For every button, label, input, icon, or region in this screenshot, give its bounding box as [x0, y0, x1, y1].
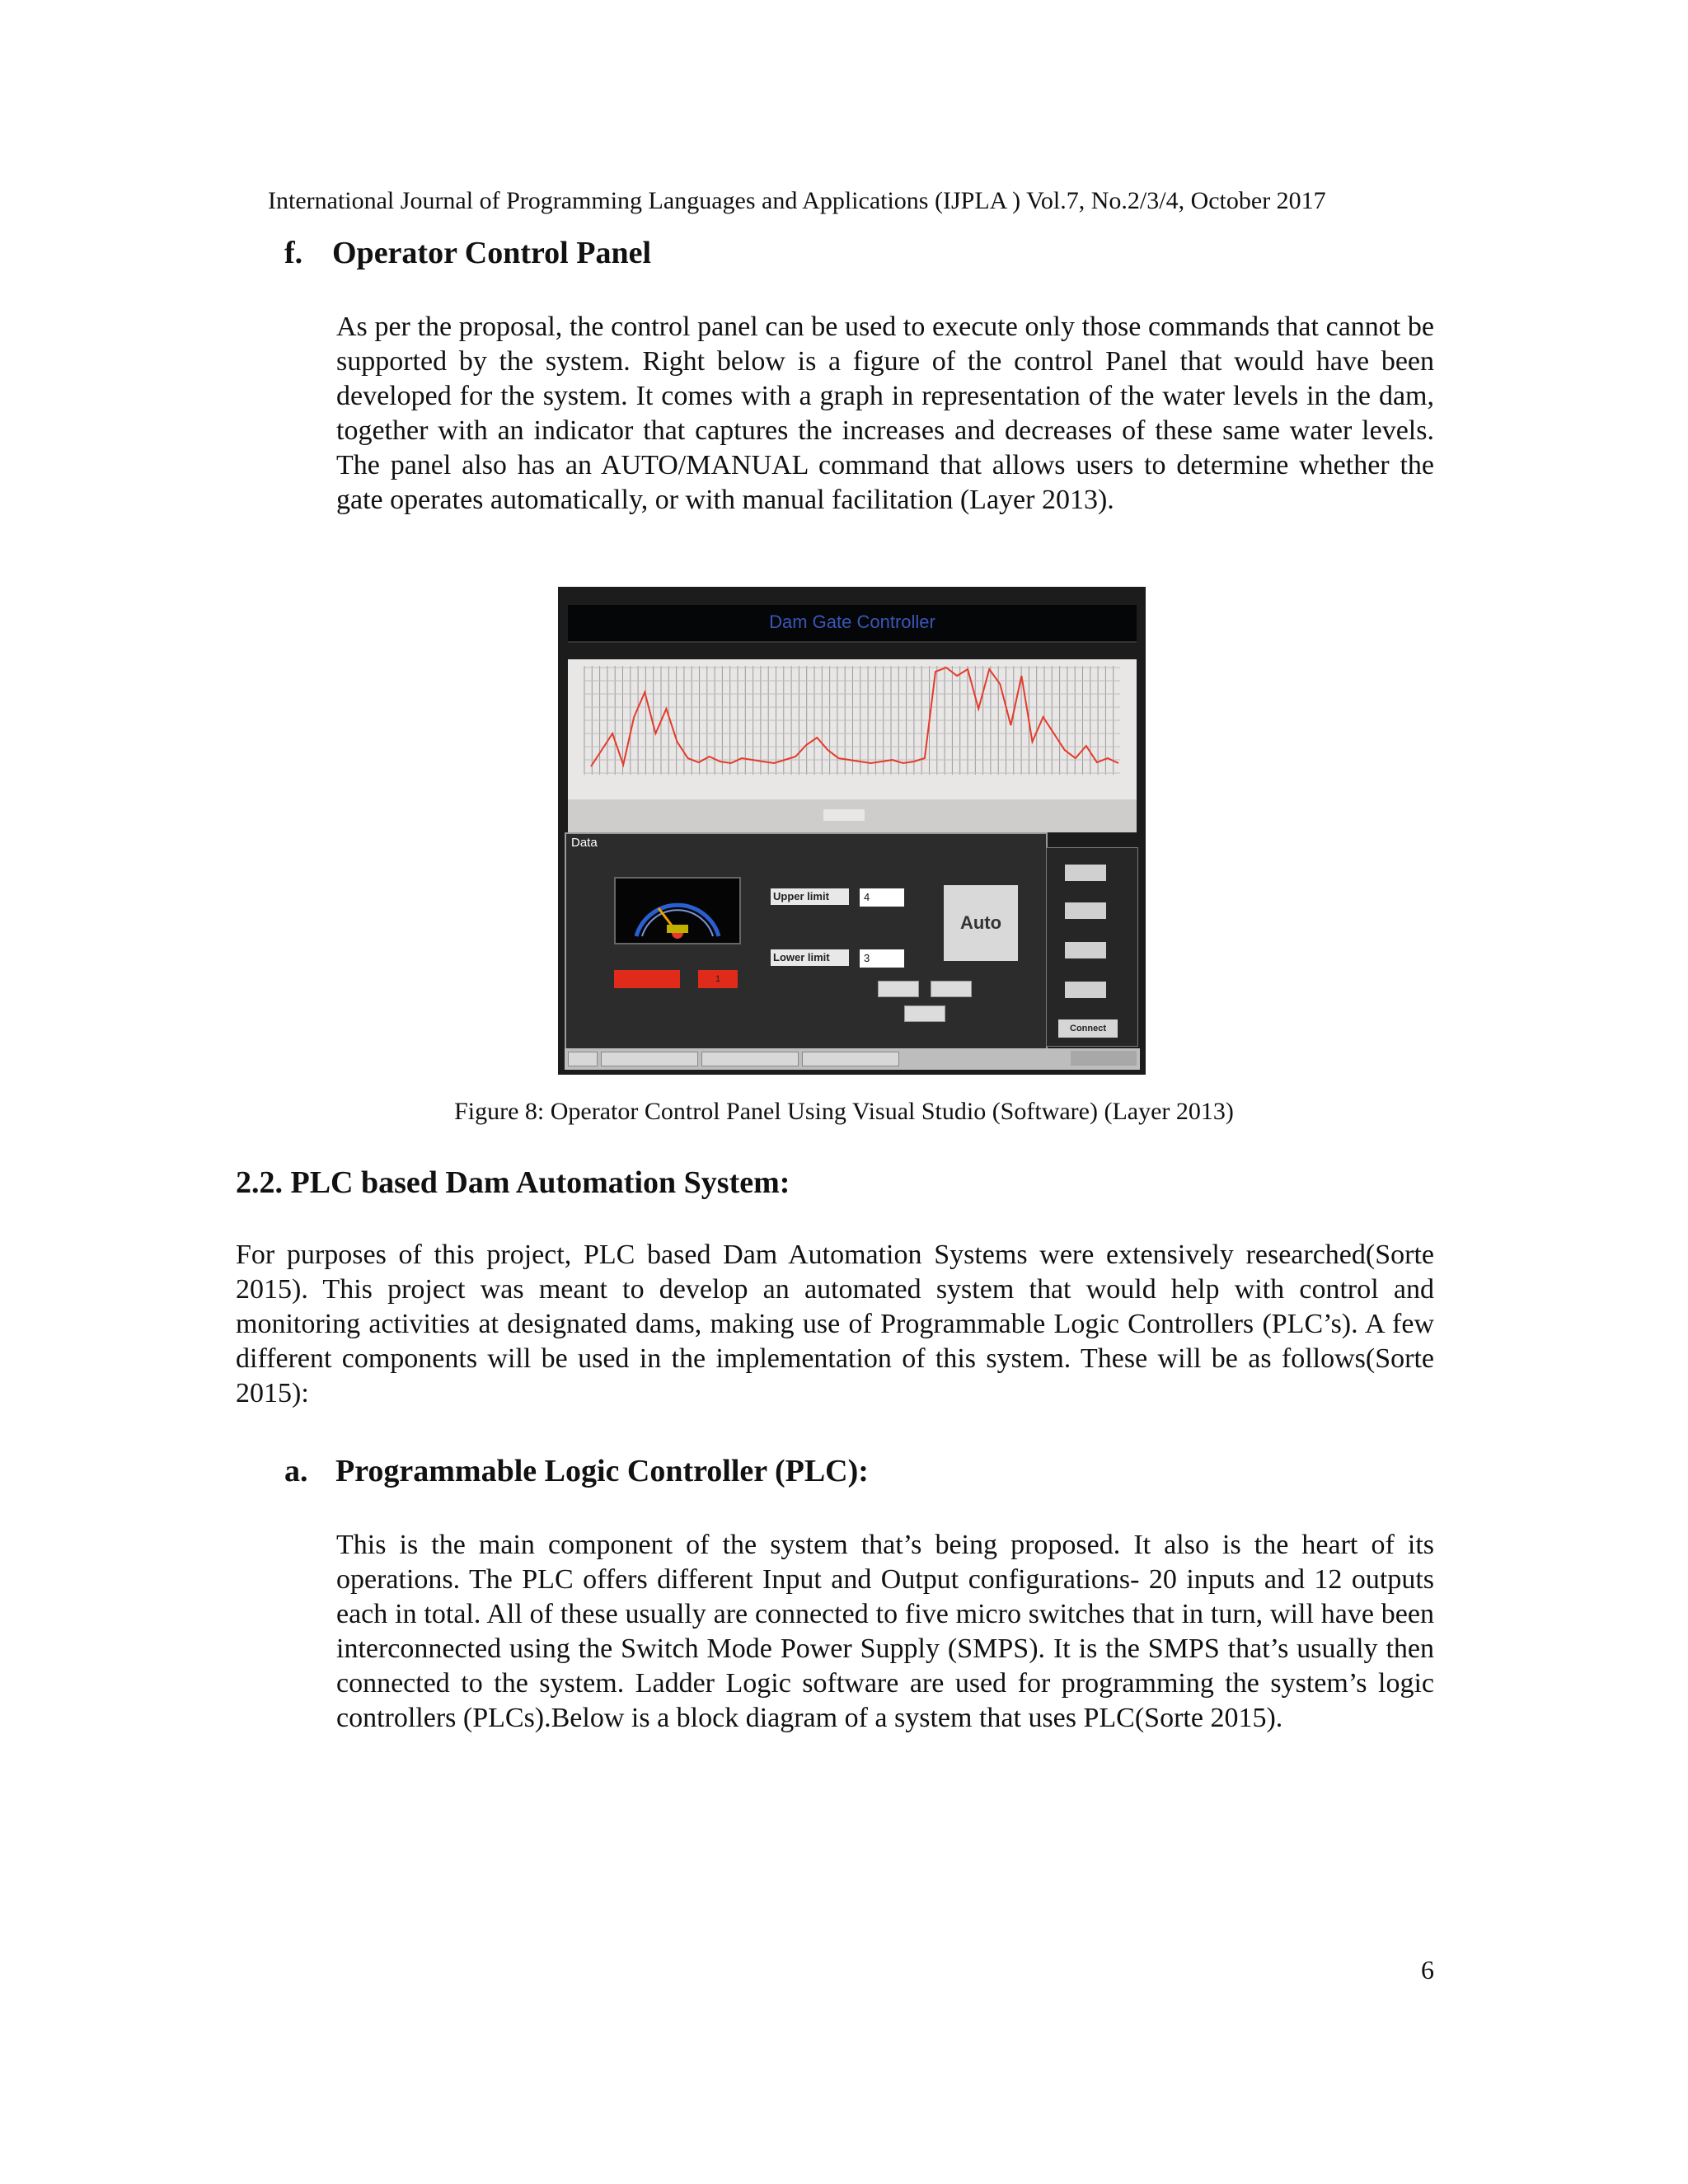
upper-limit-field[interactable]: 4	[860, 888, 904, 907]
control-panel-figure	[558, 587, 1146, 1075]
taskbar-item-2[interactable]	[701, 1052, 799, 1066]
section-a-number: a.	[284, 1454, 308, 1488]
gate-option-4[interactable]	[1065, 982, 1106, 998]
gate-option-2[interactable]	[1065, 902, 1106, 919]
lower-limit-label: Lower limit	[771, 949, 849, 966]
gate-control-panel	[1046, 847, 1138, 1047]
auto-manual-button[interactable]: Auto	[944, 885, 1018, 961]
panel-button-2[interactable]	[931, 981, 972, 997]
page-number: 6	[1421, 1955, 1434, 1985]
data-group-label: Data	[571, 836, 598, 850]
water-level-graph-svg	[568, 659, 1137, 799]
taskbar-item-3[interactable]	[802, 1052, 899, 1066]
section-2-2-paragraph: For purposes of this project, PLC based Dam Automation Systems were extensively researched(Sorte 2015). This project was meant to develop an automated system that would help with control and monitoring activities at designated dams, making use of Programmable Logic Controllers (PLC’s). A few different components will be used in the implementation of this system. These will be as follows(Sorte 2015):	[236, 1240, 1434, 1408]
level-indicator-value: 1	[698, 970, 738, 988]
water-level-graph	[568, 659, 1137, 799]
data-group	[565, 832, 1048, 1050]
level-gauge	[614, 877, 741, 944]
windows-taskbar	[565, 1048, 1140, 1070]
section-a-paragraph: This is the main component of the system that’s being proposed. It also is the heart of its operations. The PLC offers different Input and Output configurations- 20 inputs and 12 outputs each in total. All of these usually are connected to five micro switches that in turn, will have been interconnected using the Switch Mode Power Supply (SMPS). It is the SMPS that’s usually then connected to the system. Ladder Logic software are used for programming the system’s logic controllers (PLCs).Below is a block diagram of a system that uses PLC(Sorte 2015).	[336, 1530, 1434, 1733]
graph-footer-label	[823, 809, 865, 821]
level-indicator-label	[614, 970, 680, 988]
section-f-title: Operator Control Panel	[332, 236, 651, 270]
section-a-heading	[284, 1452, 869, 1490]
upper-limit-label: Upper limit	[771, 888, 849, 905]
panel-button-1[interactable]	[878, 981, 919, 997]
figure-title-bar	[568, 605, 1137, 643]
panel-button-3[interactable]	[904, 1005, 945, 1022]
section-2-2-heading: 2.2. PLC based Dam Automation System:	[236, 1165, 790, 1200]
gate-option-1[interactable]	[1065, 865, 1106, 881]
section-a-title: Programmable Logic Controller (PLC):	[335, 1454, 869, 1488]
figure-caption: Figure 8: Operator Control Panel Using Visual Studio (Software) (Layer 2013)	[454, 1098, 1234, 1125]
connect-button[interactable]: Connect	[1058, 1019, 1118, 1038]
graph-footer-strip	[568, 799, 1137, 832]
taskbar-item-1[interactable]	[601, 1052, 698, 1066]
gate-option-3[interactable]	[1065, 942, 1106, 958]
gauge-icon	[616, 879, 739, 943]
lower-limit-field[interactable]: 3	[860, 949, 904, 968]
journal-header: International Journal of Programming Languages and Applications (IJPLA ) Vol.7, No.2/3/4, October 2017	[268, 187, 1326, 214]
section-f-number: f.	[284, 236, 303, 270]
start-button[interactable]	[568, 1052, 598, 1066]
section-f-heading	[284, 234, 651, 272]
system-tray	[1071, 1051, 1137, 1066]
figure-app-title: Dam Gate Controller	[769, 612, 935, 632]
section-f-paragraph: As per the proposal, the control panel can be used to execute only those commands that cannot be supported by the system. Right below is a figure of the control Panel that would have been developed for the system. It comes with a graph in representation of the water levels in the dam, together with an indicator that captures the increases and decreases of these same water levels. The panel also has an AUTO/MANUAL command that allows users to determine whether the gate operates automatically, or with manual facilitation (Layer 2013).	[336, 312, 1434, 515]
